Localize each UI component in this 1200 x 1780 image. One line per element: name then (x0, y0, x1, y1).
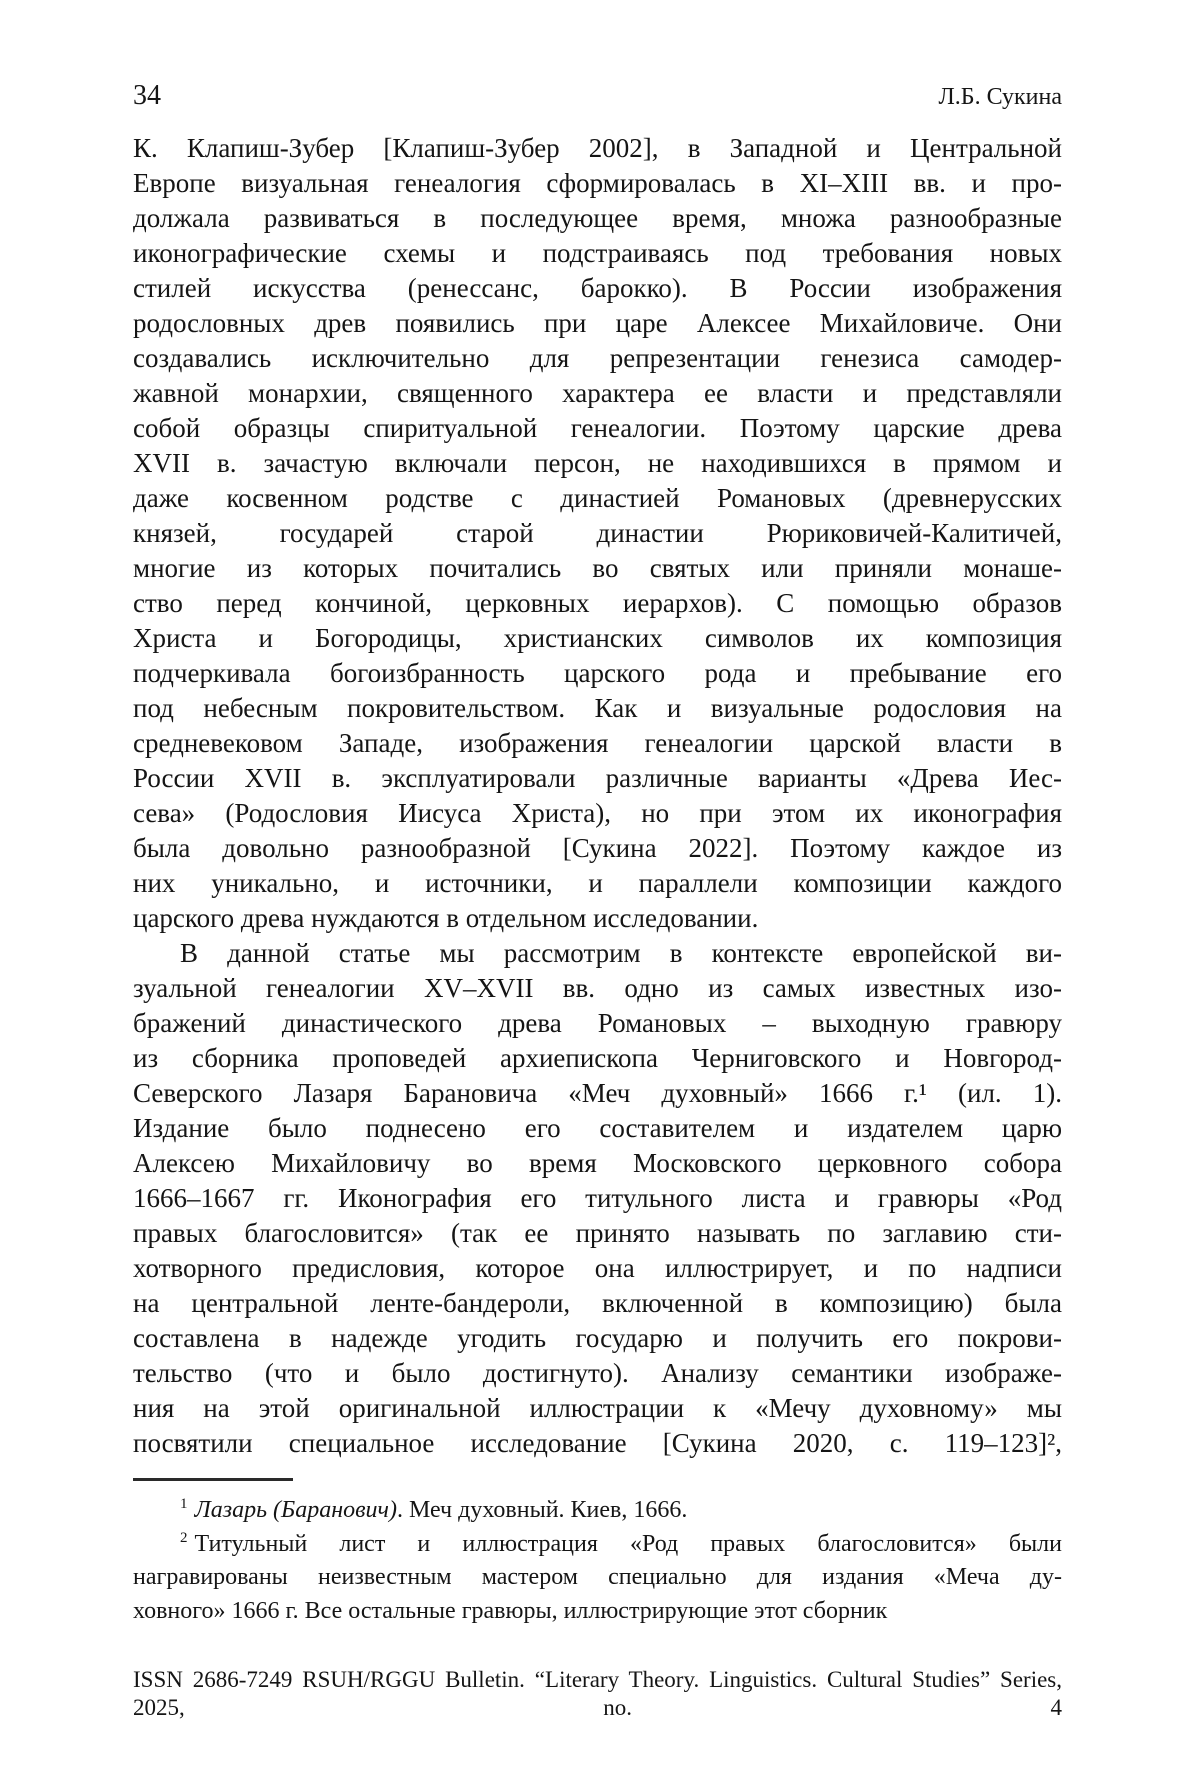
body-line: бражений династического древа Романовых – выходную гравюру (133, 1008, 1062, 1038)
footnote-line (133, 1528, 1062, 1562)
body-line: Алексею Михайловичу во время Московского церковного собора (133, 1148, 1062, 1178)
footnote-text: Титульный лист и иллюстрация «Род правых благословится» были (194, 1530, 1062, 1557)
footnote-text: . Меч духовный. Киев, 1666. (396, 1497, 688, 1523)
body-line: России XVII в. эксплуатировали различные варианты «Древа Иес- (133, 763, 1062, 793)
body-line: была довольно разнообразной [Сукина 2022]. Поэтому каждое из (133, 833, 1062, 863)
body-line: ство перед кончиной, церковных иерархов). С помощью образов (133, 588, 1062, 618)
body-line: посвятили специальное исследование [Сукина 2020, с. 119–123]², (133, 1428, 1062, 1458)
body-line: средневековом Западе, изображения генеалогии царской власти в (133, 728, 1062, 758)
body-line: должала развиваться в последующее время, множа разнообразные (133, 203, 1062, 233)
body-line: хотворного предисловия, которое она иллюстрирует, и по надписи (133, 1253, 1062, 1283)
body-line: правых благословится» (так ее принято называть по заглавию сти- (133, 1218, 1062, 1248)
body-line: даже косвенном родстве с династией Романовых (древнерусских (133, 483, 1062, 513)
body-line: из сборника проповедей архиепископа Черниговского и Новгород- (133, 1043, 1062, 1073)
body-line: ния на этой оригинальной иллюстрации к «Мечу духовному» мы (133, 1393, 1062, 1423)
footnote (133, 1528, 1062, 1629)
footnote-source-name: Лазарь (Баранович) (194, 1497, 397, 1523)
body-line: составлена в надежде угодить государю и получить его покрови- (133, 1323, 1062, 1353)
body-line: стилей искусства (ренессанс, барокко). В России изображения (133, 273, 1062, 303)
body-line: Издание было поднесено его составителем и издателем царю (133, 1113, 1062, 1143)
body-line: на центральной ленте-бандероли, включенной в композицию) была (133, 1288, 1062, 1318)
footnotes-block (133, 1494, 1062, 1628)
body-line: создавались исключительно для репрезентации генезиса самодер- (133, 343, 1062, 373)
footnote-marker: 1 (180, 1496, 188, 1512)
running-header (133, 80, 1062, 112)
footnote-marker: 2 (180, 1529, 188, 1546)
body-line: Христа и Богородицы, христианских символов их композиция (133, 623, 1062, 653)
body-line: жавной монархии, священного характера ее власти и представляли (133, 378, 1062, 408)
journal-footer-issn-line: ISSN 2686-7249 RSUH/RGGU Bulletin. “Literary Theory. Linguistics. Cultural Studies” Series, 2025, no. 4 (133, 1667, 1062, 1720)
body-paragraph (133, 936, 1062, 1461)
body-line: зуальной генеалогии XV–XVII вв. одно из самых известных изо- (133, 973, 1062, 1003)
body-line: них уникально, и источники, и параллели композиции каждого (133, 868, 1062, 898)
body-line: многие из которых почитались во святых или приняли монаше- (133, 553, 1062, 583)
body-line: К. Клапиш-Зубер [Клапиш-Зубер 2002], в Западной и Центральной (133, 133, 1062, 163)
body-line: подчеркивала богоизбранность царского рода и пребывание его (133, 658, 1062, 688)
body-line: 1666–1667 гг. Иконография его титульного листа и гравюры «Род (133, 1183, 1062, 1213)
body-line: иконографические схемы и подстраиваясь под требования новых (133, 238, 1062, 268)
body-line: сева» (Родословия Иисуса Христа), но при этом их иконография (133, 798, 1062, 828)
footnote-line: награвированы неизвестным мастером специально для издания «Меча ду- (133, 1564, 1062, 1590)
body-line: царского древа нуждаются в отдельном исследовании. (133, 903, 759, 933)
article-body (133, 131, 1062, 1461)
body-line: Северского Лазаря Барановича «Меч духовный» 1666 г.¹ (ил. 1). (133, 1078, 1062, 1108)
footnote (133, 1494, 1062, 1528)
body-line: под небесным покровительством. Как и визуальные родословия на (133, 693, 1062, 723)
body-line: родословных древ появились при царе Алексее Михайловиче. Они (133, 308, 1062, 338)
body-line: тельство (что и было достигнуто). Анализу семантики изображе- (133, 1358, 1062, 1388)
body-line: Европе визуальная генеалогия сформировалась в XI–XIII вв. и про- (133, 168, 1062, 198)
body-line: князей, государей старой династии Рюриковичей-Калитичей, (133, 518, 1062, 548)
body-line: В данной статье мы рассмотрим в контексте европейской ви- (180, 938, 1062, 968)
footnote-line: ховного» 1666 г. Все остальные гравюры, иллюстрирующие этот сборник (133, 1597, 888, 1624)
running-head-author: Л.Б. Сукина (938, 84, 1062, 110)
body-line: собой образцы спиритуальной генеалогии. Поэтому царские древа (133, 413, 1062, 443)
body-line: XVII в. зачастую включали персон, не находившихся в прямом и (133, 448, 1062, 478)
page-number: 34 (133, 80, 161, 111)
footnote-separator (133, 1478, 293, 1481)
body-paragraph (133, 131, 1062, 936)
